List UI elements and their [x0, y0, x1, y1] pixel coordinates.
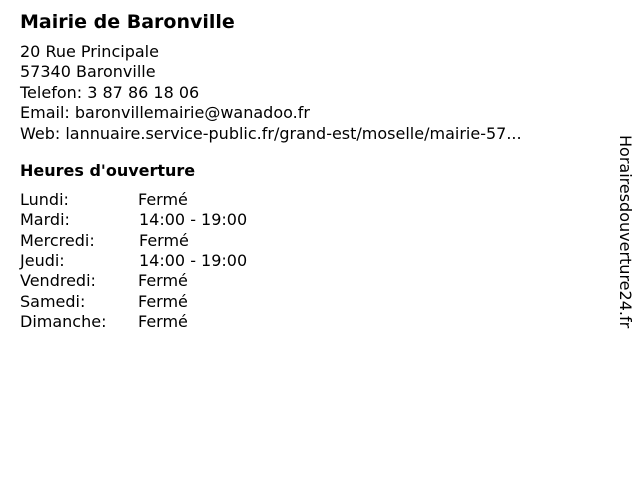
day-label: Mercredi:: [20, 230, 95, 250]
site-brand: [611, 135, 635, 371]
hours-row: [20, 271, 600, 291]
day-label: Jeudi:: [20, 250, 65, 270]
hours-heading: Heures d'ouverture: [20, 161, 196, 181]
email-line: Email: baronvillemairie@wanadoo.fr: [20, 103, 310, 123]
day-hours: Fermé: [138, 271, 188, 291]
day-hours: Fermé: [138, 311, 188, 331]
street-address: 20 Rue Principale: [20, 42, 159, 61]
day-label: Dimanche:: [20, 311, 107, 331]
hours-table: [20, 190, 600, 332]
web-line: Web: lannuaire.service-public.fr/grand-est/moselle/mairie-57...: [20, 123, 522, 143]
day-hours: Fermé: [139, 230, 189, 250]
day-label: Vendredi:: [20, 271, 96, 291]
day-hours: 14:00 - 19:00: [139, 250, 248, 270]
day-label: Lundi:: [20, 190, 69, 210]
address-block: [20, 42, 600, 144]
day-hours: 14:00 - 19:00: [139, 210, 248, 230]
hours-row: [20, 292, 600, 312]
day-label: Samedi:: [20, 291, 86, 311]
postal-city: 57340 Baronville: [20, 62, 156, 82]
hours-row: [20, 190, 600, 210]
hours-row: [20, 231, 600, 251]
day-hours: Fermé: [138, 291, 188, 311]
hours-row: [20, 312, 600, 332]
day-label: Mardi:: [20, 210, 70, 230]
office-info: [20, 10, 600, 332]
phone-line: Telefon: 3 87 86 18 06: [20, 82, 200, 102]
site-brand-text: Horairesdouverture24.fr: [616, 135, 635, 329]
hours-row: [20, 210, 600, 230]
office-name: Mairie de Baronville: [20, 11, 235, 33]
day-hours: Fermé: [138, 190, 188, 210]
hours-row: [20, 251, 600, 271]
